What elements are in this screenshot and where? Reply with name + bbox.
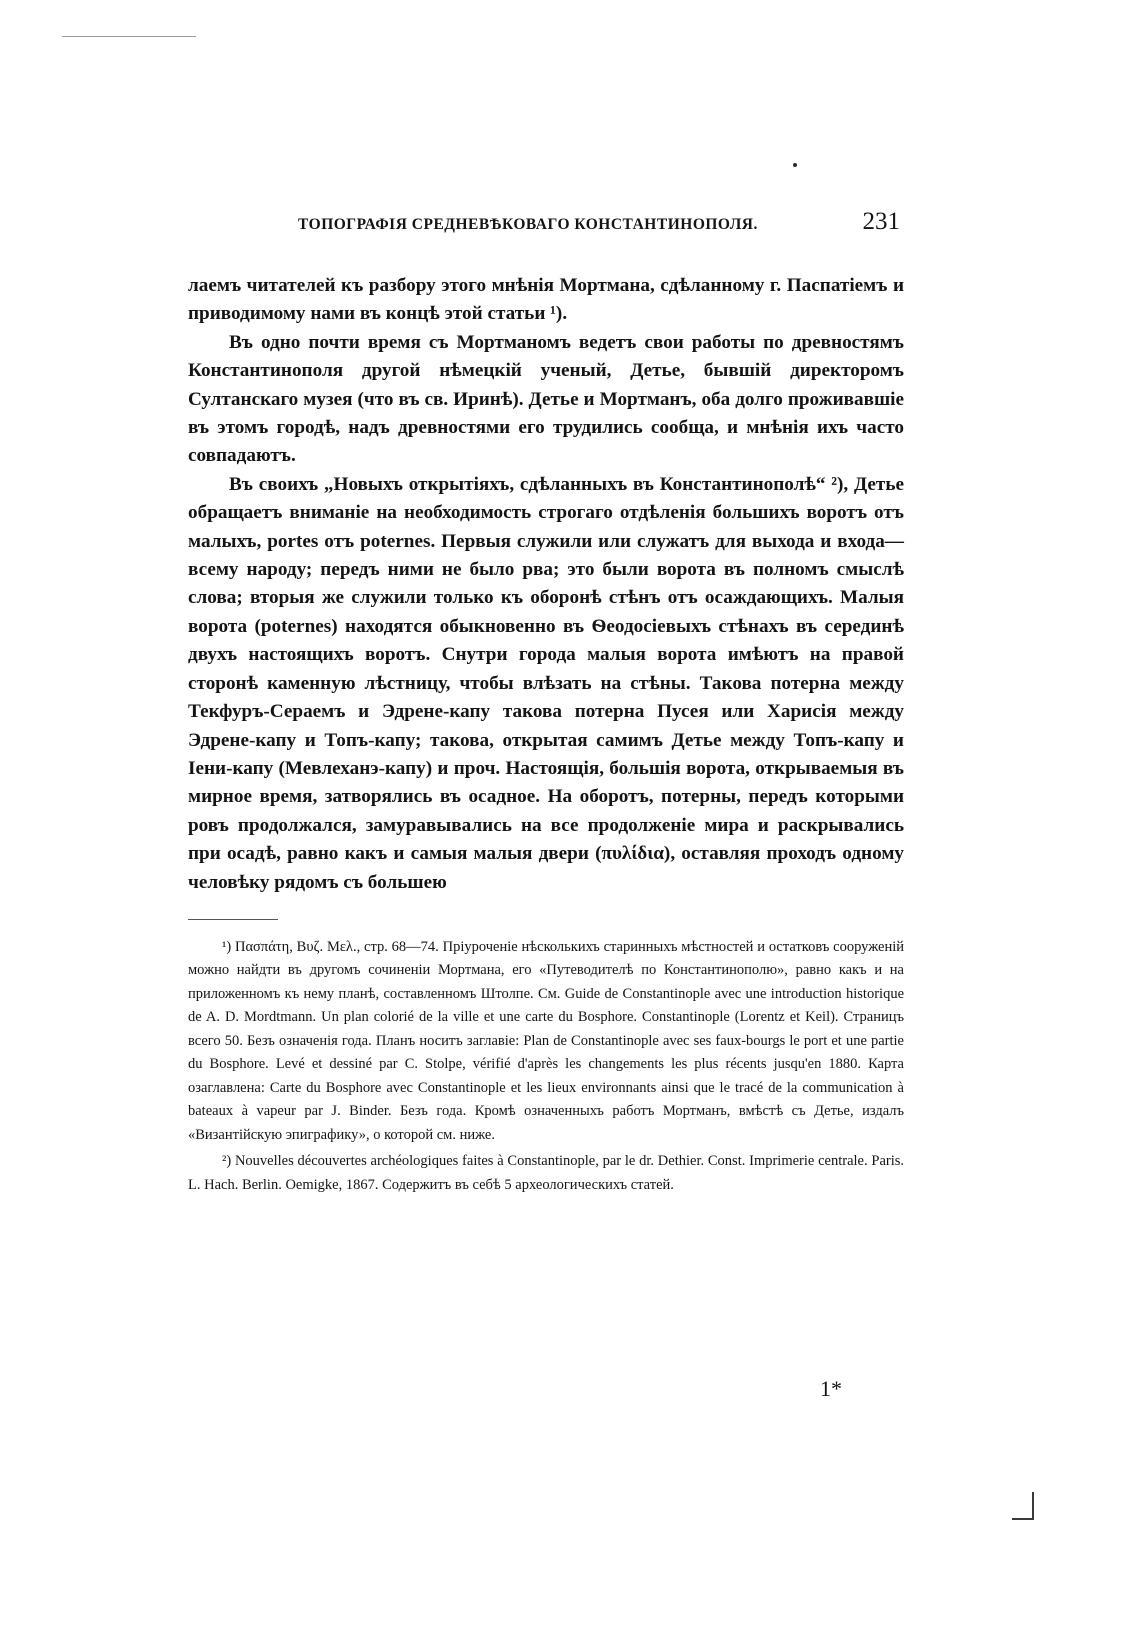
scan-edge-line xyxy=(62,36,196,37)
body-paragraph-3: Въ своихъ „Новыхъ открытіяхъ, сдѣланныхъ въ Константинополѣ“ ²), Детье обращаетъ вниманіе на необходимость строгаго отдѣленія большихъ воротъ отъ малыхъ, portes отъ poternes. Первыя служили или служатъ для выхода и входа—всему народу; передъ ними не было рва; это были ворота въ полномъ смыслѣ слова; вторыя же служили только къ оборонѣ стѣнъ отъ осаждающихъ. Малыя ворота (poternes) находятся обыкновенно въ Ѳеодосіевыхъ стѣнахъ въ серединѣ двухъ настоящихъ воротъ. Снутри города малыя ворота имѣютъ на правой сторонѣ каменную лѣстницу, чтобы влѣзать на стѣны. Такова потерна между Текфуръ-Сераемъ и Эдрене-капу такова потерна Пусея или Харисія между Эдрене-капу и Топъ-капу; такова, открытая самимъ Детье между Топъ-капу и Іени-капу (Мевлеханэ-капу) и проч. Настоящія, большія ворота, открываемыя въ мирное время, затворялись въ осадное. На оборотъ, потерны, передъ которыми ровъ продолжался, замуравывались на все продолженіе мира и раскрывались при осадѣ, равно какъ и самыя малыя двери (πυλίδια), оставляя проходъ одному человѣку рядомъ съ большею xyxy=(188,473,904,893)
body-paragraph-1: лаемъ читателей къ разбору этого мнѣнія Мортмана, сдѣланному г. Паспатіемъ и приводимому нами въ концѣ этой статьи ¹). xyxy=(188,275,904,325)
footnote-separator xyxy=(188,919,278,920)
body-paragraph-2: Въ одно почти время съ Мортманомъ ведетъ свои работы по древностямъ Константинополя другой нѣмецкій ученый, Детье, бывшій директоромъ Султанскаго музея (что въ св. Иринѣ). Детье и Мортманъ, оба долго проживавшіе въ этомъ городѣ, надъ древностями его трудились сообща, и мнѣнія ихъ часто совпадаютъ. xyxy=(188,331,904,467)
running-head xyxy=(188,208,904,244)
page xyxy=(188,208,904,1200)
ink-speck xyxy=(793,163,797,167)
scan-corner-mark xyxy=(1012,1492,1034,1520)
footnote-2: ²) Nouvelles découvertes archéologiques faites à Constantinople, par le dr. Dethier. Const. Imprimerie centrale. Paris. L. Hach. Berlin. Oemigke, 1867. Содержитъ въ себѣ 5 археологическихъ статей. xyxy=(188,1153,904,1193)
footnote-1: ¹) Πασπάτη, Βυζ. Μελ., стр. 68—74. Пріуроченіе нѣсколькихъ старинныхъ мѣстностей и остатковъ сооруженій можно найдти въ другомъ сочиненіи Мортмана, его «Путеводителѣ по Константинополю», равно какъ и на приложенномъ къ нему планѣ, составленномъ Штолпе. См. Guide de Constantinople avec une introduction historique de A. D. Mordtmann. Un plan colorié de la ville et une carte du Bosphore. Constantinople (Lorentz et Keil). Страницъ всего 50. Безъ означенія года. Планъ носитъ заглавіе: Plan de Constantinople avec ses faux-bourgs le port et une partie du Bosphore. Levé et dessiné par C. Stolpe, vérifié d'après les changements les plus récents jusqu'en 1880. Карта озаглавлена: Carte du Bosphore avec Constantinople et les lieux environnants ainsi que le tracé de la communication à bateaux à vapeur par J. Binder. Безъ года. Кромѣ означенныхъ работъ Мортманъ, вмѣстѣ съ Детье, издалъ «Византійскую эпиграфику», о которой см. ниже. xyxy=(188,938,904,1143)
running-title: ТОПОГРАФІЯ СРЕДНЕВѢКОВАГО КОНСТАНТИНОПОЛЯ. xyxy=(298,216,758,233)
page-number: 231 xyxy=(862,208,900,235)
signature-mark: 1* xyxy=(820,1376,842,1401)
